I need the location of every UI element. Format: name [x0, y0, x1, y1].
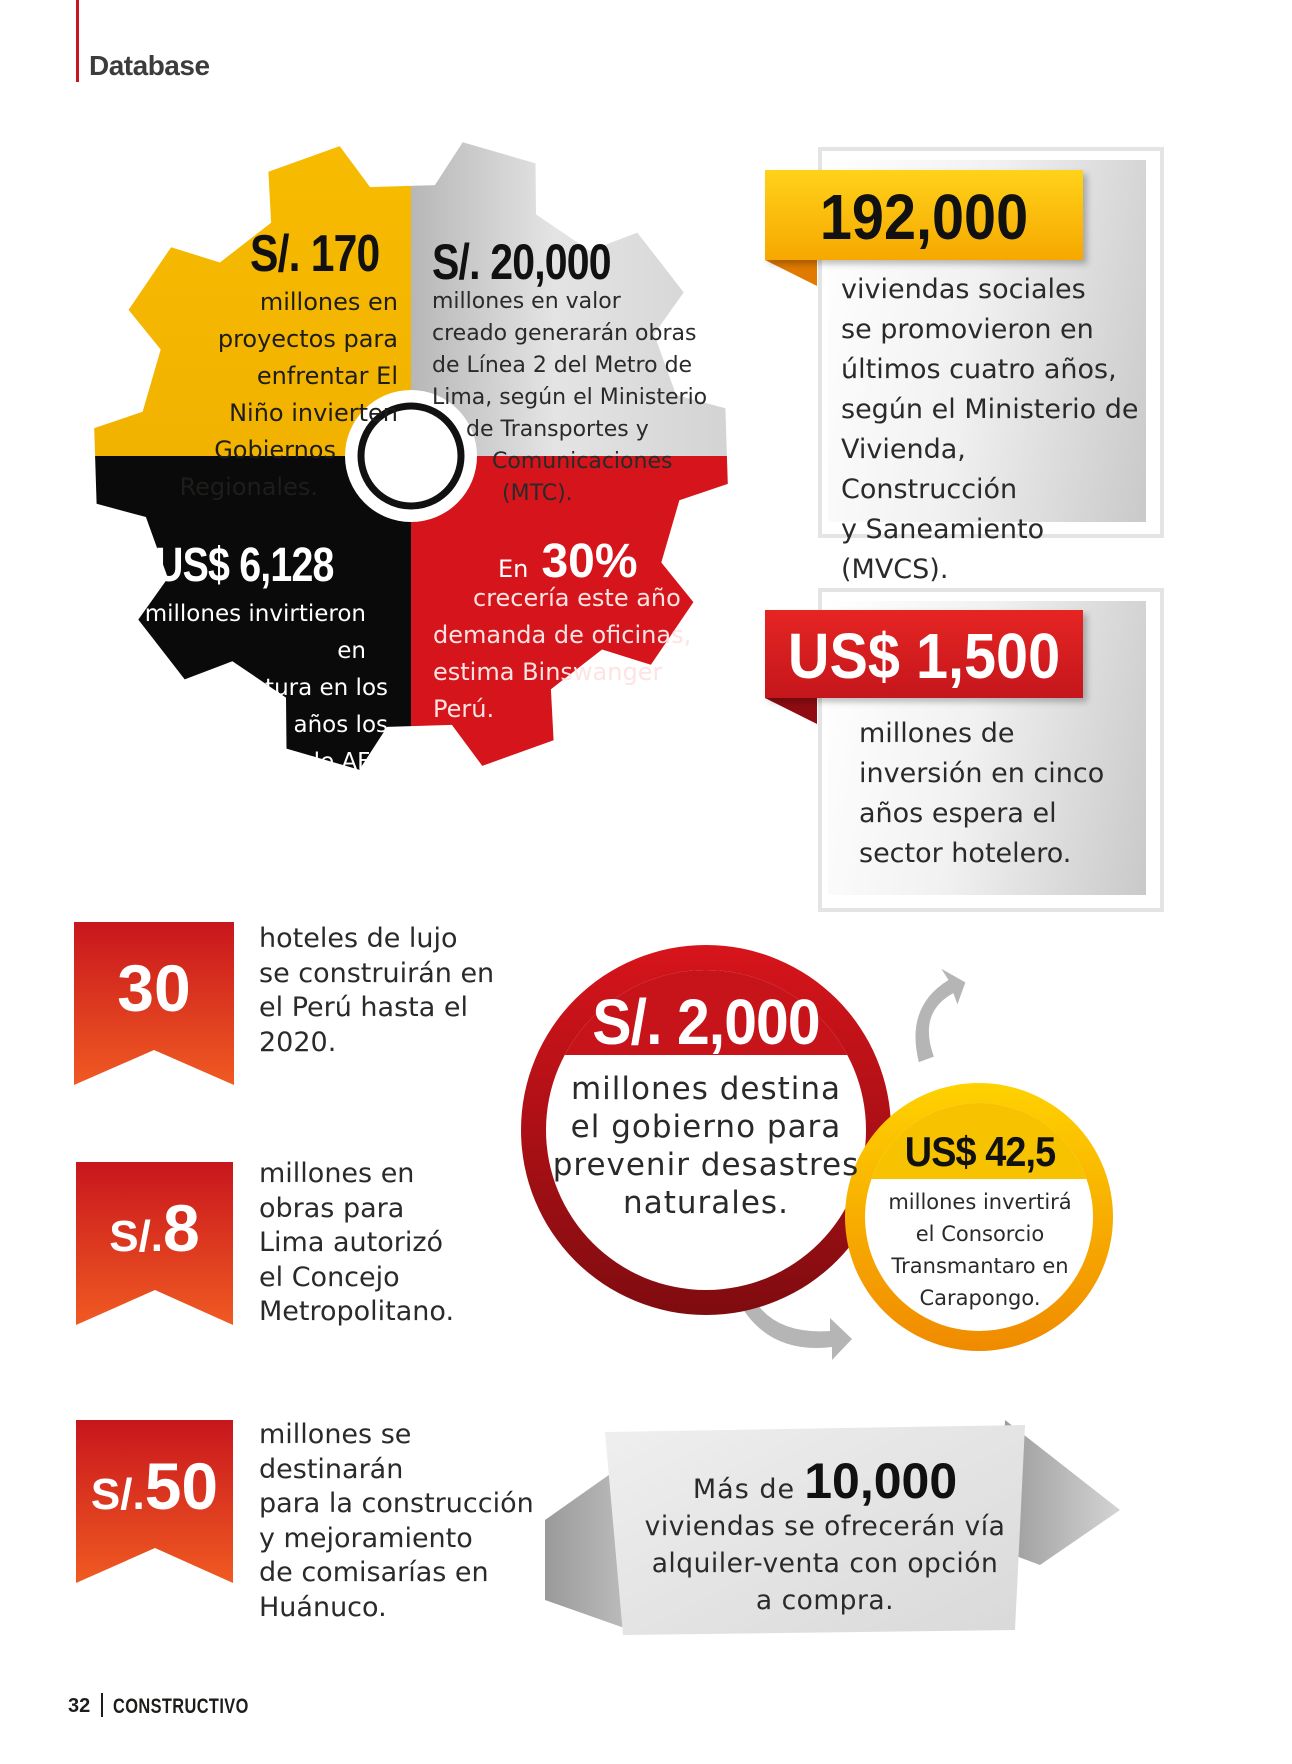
hotels-figure: US$ 1,500: [787, 620, 1061, 692]
ribbon-1-text: hoteles de lujo se construirán en el Perú hasta el 2020.: [259, 923, 495, 1058]
banner-housing: [765, 170, 1083, 260]
magazine-name: CONSTRUCTIVO: [113, 1695, 249, 1718]
small-circle-figure: US$ 42,5: [904, 1128, 1056, 1175]
gear-text-black: millones invirtieron en infraestructura en los últimos diez años los Fondos de AFP.: [140, 601, 388, 775]
folded-banner-heading: Más de 10,000: [692, 1453, 958, 1509]
big-circle-figure: S/. 2,000: [592, 986, 820, 1058]
big-circle-text: millones destina el gobierno para prevenir desastres naturales.: [552, 1071, 860, 1221]
gear-red-heading: En 30%: [498, 535, 638, 588]
hotels-text: millones de inversión en cinco años espera el sector hotelero.: [859, 718, 1105, 869]
gear-text-gray: millones en valor creado generarán obras de Línea 2 del Metro de Lima, según el Ministerio de Transportes y Comunicaciones (MTC).: [432, 289, 708, 506]
ribbon-3-text: millones se destinarán para la construcción y mejoramiento de comisarías en Huánuco.: [259, 1419, 534, 1623]
curved-arrow-top-icon: [891, 963, 985, 1062]
gear-figure-black: US$ 6,128: [155, 539, 334, 592]
ribbon-2-figure: S/.8: [109, 1191, 200, 1265]
folded-banner-text: viviendas se ofrecerán vía alquiler-venta con opción a compra.: [644, 1511, 1006, 1616]
ribbon-1-figure: 30: [117, 951, 191, 1025]
gear-text-red: crecería este año demanda de oficinas, estima Binswanger Perú.: [433, 584, 692, 723]
page-number: 32: [68, 1695, 91, 1717]
housing-figure: 192,000: [819, 181, 1029, 253]
gear-text-yellow: millones en proyectos para enfrentar El Niño invierten Gobiernos Regionales.: [179, 288, 398, 501]
small-circle-text: millones invertirá el Consorcio Transmantaro en Carapongo.: [888, 1190, 1072, 1310]
section-rule: [76, 0, 79, 82]
banner-fold-yellow: [765, 260, 817, 286]
gear-figure-yellow: S/. 170: [250, 225, 380, 283]
housing-text: viviendas sociales se promovieron en últimos cuatro años, según el Ministerio de Vivienda, Construcción y Saneamiento (MVCS).: [841, 274, 1139, 585]
footer-divider: [101, 1693, 103, 1717]
section-label: Database: [89, 50, 210, 81]
ribbon-2-text: millones en obras para Lima autorizó el Concejo Metropolitano.: [259, 1158, 455, 1327]
ribbon-3-figure: S/.50: [90, 1449, 219, 1523]
banner-hotels: [765, 610, 1083, 698]
banner-fold-red: [765, 698, 817, 724]
gear-figure-gray: S/. 20,000: [432, 234, 611, 290]
